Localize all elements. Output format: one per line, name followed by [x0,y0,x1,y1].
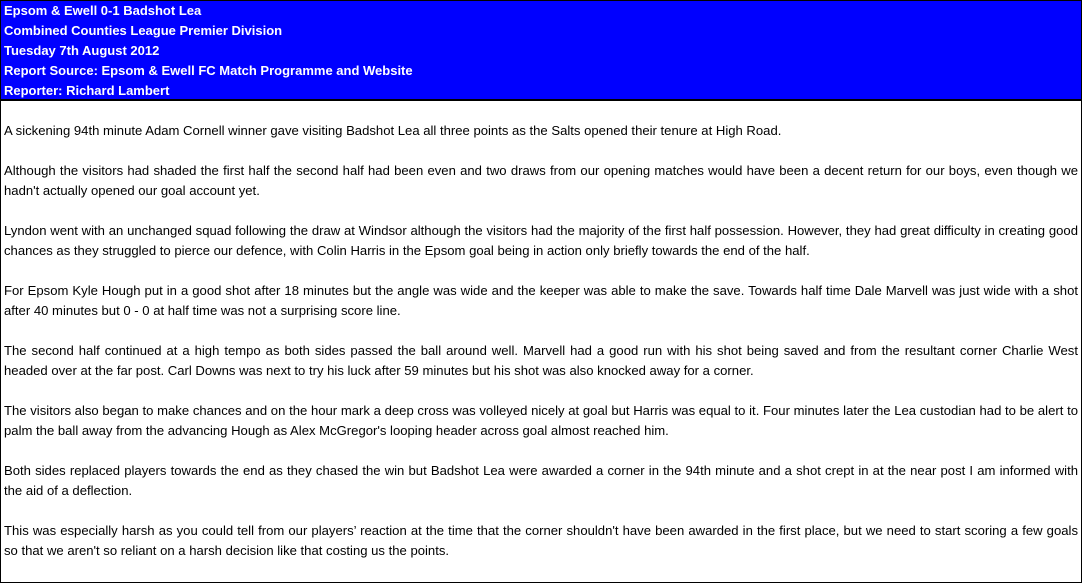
competition-name: Combined Counties League Premier Division [4,23,283,38]
match-title: Epsom & Ewell 0-1 Badshot Lea [4,3,202,18]
report-paragraph: The second half continued at a high tempo as both sides passed the ball around well. Marvell had a good run with his shot being saved and from the resultant corner Charlie West headed over at the far post. Carl Downs was next to try his luck after 59 minutes but his shot was also knocked away for a corner. [4,343,1078,378]
report-paragraph: This was especially harsh as you could tell from our players’ reaction at the time that the corner shouldn't have been awarded in the first place, but we need to start scoring a few goals so that we aren't so reliant on a harsh decision like that costing us the points. [4,523,1078,558]
match-header [1,1,1081,101]
report-source: Report Source: Epsom & Ewell FC Match Programme and Website [4,63,413,78]
match-date: Tuesday 7th August 2012 [4,43,160,58]
report-paragraph: Lyndon went with an unchanged squad following the draw at Windsor although the visitors had the majority of the first half possession. However, they had great difficulty in creating good chances as they struggled to pierce our defence, with Colin Harris in the Epsom goal being in action only briefly towards the end of the half. [4,223,1078,258]
report-paragraph: Although the visitors had shaded the first half the second half had been even and two draws from our opening matches would have been a decent return for our boys, even though we hadn't actually opened our goal account yet. [4,163,1078,198]
report-paragraph: For Epsom Kyle Hough put in a good shot after 18 minutes but the angle was wide and the keeper was able to make the save. Towards half time Dale Marvell was just wide with a shot after 40 minutes but 0 - 0 at half time was not a surprising score line. [4,283,1078,318]
reporter-name: Reporter: Richard Lambert [4,83,170,98]
report-paragraph: The visitors also began to make chances and on the hour mark a deep cross was volleyed nicely at goal but Harris was equal to it. Four minutes later the Lea custodian had to be alert to palm the ball away from the advancing Hough as Alex McGregor's looping header across goal almost reached him. [4,403,1078,438]
report-paragraph: Both sides replaced players towards the end as they chased the win but Badshot Lea were awarded a corner in the 94th minute and a shot crept in at the near post I am informed with the aid of a deflection. [4,463,1078,498]
report-paragraph: A sickening 94th minute Adam Cornell winner gave visiting Badshot Lea all three points as the Salts opened their tenure at High Road. [4,123,782,138]
match-report-body [1,101,1081,561]
